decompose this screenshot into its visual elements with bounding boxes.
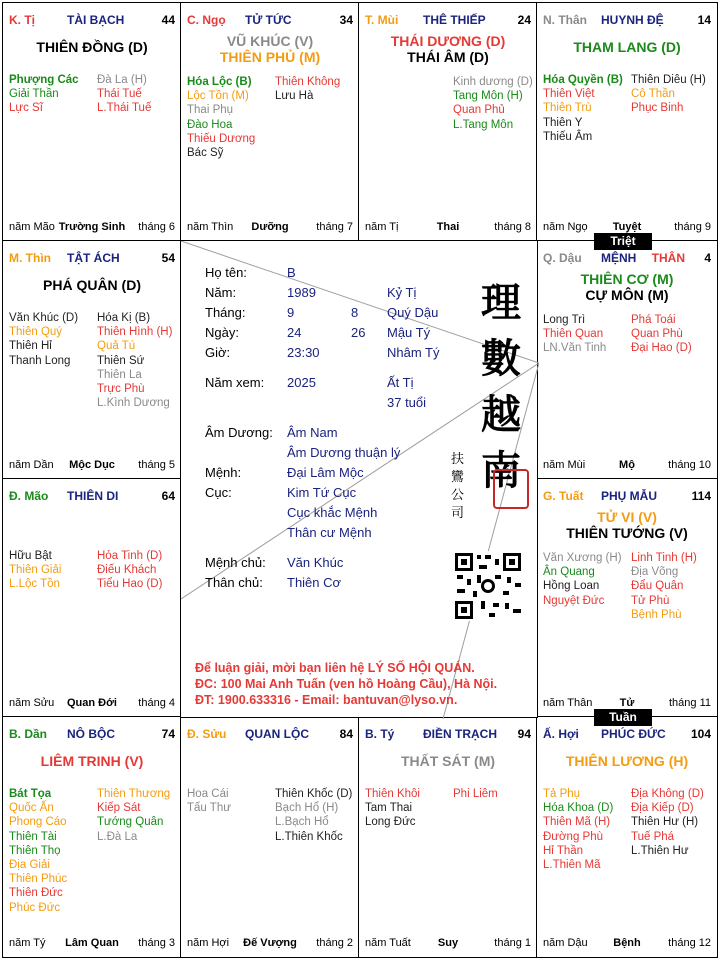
palace-number: 44 [161, 13, 175, 27]
branch-label: G. Tuất [543, 489, 584, 503]
left-stars [9, 549, 61, 592]
calligraphy-char: 越 [481, 391, 521, 438]
right-stars [631, 551, 697, 622]
branch-label: Ấ. Hợi [543, 727, 579, 741]
minor-star: Đào Hoa [187, 118, 233, 131]
main-star: THAM LANG (D) [573, 39, 681, 55]
minor-star: Phượng Các [9, 74, 79, 86]
minor-star: Thiên Hình (H) [97, 326, 173, 339]
calligraphy-char: 理 [481, 279, 521, 326]
left-stars [9, 787, 67, 915]
right-stars [97, 73, 151, 116]
year-label: năm Dậu [543, 937, 588, 949]
right-stars [97, 787, 170, 844]
right-stars [97, 549, 162, 592]
palace-name: THÊ THIẾP [423, 13, 486, 27]
palace-ty [2, 2, 182, 242]
minor-star: Thiên Mã (H) [543, 816, 611, 829]
palace-name: THIÊN DI [67, 489, 119, 503]
calligraphy-char: 數 [481, 335, 521, 382]
minor-star: Điếu Khách [97, 564, 157, 577]
cuc-relation: Cục khắc Mệnh [287, 505, 378, 520]
minor-star: Thai Phụ [187, 104, 234, 117]
minor-star: Nguyệt Đức [543, 594, 605, 607]
than-cu: Thân cư Mệnh [287, 525, 372, 540]
palace-footer [9, 459, 175, 473]
left-stars [187, 75, 255, 160]
ngay-can-chi: Mậu Tý [387, 325, 431, 340]
month-label: tháng 12 [668, 937, 711, 949]
minor-star: Đà La (H) [97, 74, 147, 86]
minor-star: Tướng Quân [97, 816, 164, 829]
year-label: năm Tý [9, 937, 46, 949]
palace-header [9, 727, 175, 743]
minor-star: Quan Phủ [453, 104, 505, 117]
minor-star: Hóa Kị (B) [97, 312, 151, 324]
minor-star: Phong Cáo [9, 816, 67, 829]
minor-star: Thiên Hư (H) [631, 816, 699, 829]
life-stage: Trường Sinh [58, 221, 126, 233]
branch-label: Đ. Mão [9, 489, 49, 503]
left-stars [9, 73, 79, 116]
palace-number: 24 [517, 13, 531, 27]
year-label: năm Ngọ [543, 221, 588, 233]
life-stage: Suy [437, 937, 459, 949]
gio-value: 23:30 [287, 345, 320, 360]
minor-star: Hữu Bật [9, 550, 52, 562]
month-label: tháng 3 [138, 937, 175, 949]
main-star: PHÁ QUÂN (D) [43, 277, 141, 293]
branch-label: M. Thìn [9, 251, 51, 265]
minor-star: Long Đức [365, 816, 416, 829]
minor-star: L.Bạch Hổ [275, 816, 329, 829]
minor-star: Thiên Tài [9, 830, 57, 843]
minor-star: Bạch Hổ (H) [275, 802, 339, 815]
minor-star: Hoa Cái [187, 788, 229, 800]
branch-label: B. Tý [365, 727, 395, 741]
thang-can-chi: Quý Dậu [387, 305, 439, 320]
minor-star: L.Thiên Hư [631, 844, 689, 857]
ngay-label: Ngày: [205, 325, 239, 340]
minor-star: Phúc Đức [9, 901, 61, 914]
amduong-label: Âm Dương: [205, 425, 273, 440]
minor-star: Thiên Khôi [365, 788, 420, 800]
minor-star: Kinh dương (D) [453, 76, 533, 88]
life-stage: Đế Vượng [243, 937, 297, 949]
main-star: TỬ VI (V) [597, 509, 657, 525]
left-stars [365, 787, 420, 830]
palace-footer [9, 697, 175, 711]
minor-star: L.Thiên Khốc [275, 830, 343, 843]
right-stars [631, 313, 692, 356]
palace-name: HUYNH ĐỆ [601, 13, 664, 27]
life-stage: Bệnh [613, 937, 641, 949]
thanchu-label: Thân chủ: [205, 575, 263, 590]
month-label: tháng 9 [674, 221, 711, 233]
year-label: năm Thìn [187, 221, 234, 233]
minor-star: Đường Phù [543, 830, 603, 843]
palace-thin [2, 240, 182, 480]
month-label: tháng 11 [668, 697, 711, 709]
minor-star: Lưu Hà [275, 90, 314, 103]
month-label: tháng 4 [138, 697, 175, 709]
menhchu-label: Mệnh chủ: [205, 555, 266, 570]
right-stars [631, 787, 704, 858]
minor-star: Quả Tú [97, 340, 136, 353]
calligraphy-char: 南 [481, 447, 521, 494]
minor-star: L.Tang Môn [453, 118, 514, 131]
life-stage: Quan Đới [67, 697, 117, 709]
palace-number: 104 [690, 727, 711, 741]
palace-name: QUAN LỘC [245, 727, 309, 741]
life-stage: Tử [619, 697, 635, 709]
minor-star: Thiên Đức [9, 887, 63, 900]
palace-ti [358, 716, 538, 958]
contact-line-3: ĐT: 1900.633316 - Email: bantuvan@lyso.vn. [195, 693, 458, 707]
menhchu-value: Văn Khúc [287, 555, 344, 570]
minor-star: Thiên Thương [97, 788, 171, 800]
namxem-value: 2025 [287, 375, 316, 390]
minor-star: Văn Xương (H) [543, 552, 622, 564]
minor-star: Thiên Phúc [9, 873, 68, 886]
main-star: THIÊN LƯƠNG (H) [565, 753, 689, 769]
palace-header [365, 13, 531, 29]
palace-number: 54 [161, 251, 175, 265]
left-stars [543, 313, 606, 356]
minor-star: Thiếu Dương [187, 132, 256, 145]
minor-star: Tử Phù [631, 594, 670, 607]
year-label: năm Sửu [9, 697, 55, 709]
minor-star: Thiên Không [275, 76, 341, 88]
minor-star: Hóa Khoa (D) [543, 802, 614, 815]
thang-value: 9 [287, 305, 295, 320]
palace-name: PHỤ MẪU [601, 489, 657, 503]
gio-label: Giờ: [205, 345, 231, 360]
palace-dan [2, 716, 182, 958]
palace-number: 4 [704, 251, 711, 265]
branch-label: B. Dần [9, 727, 48, 741]
palace-name: NÔ BỘC [67, 727, 115, 741]
ho-ten-value: B [287, 265, 296, 280]
year-label: năm Dần [9, 459, 54, 471]
minor-star: L.Kình Dương [97, 397, 170, 410]
palace-footer [187, 937, 353, 951]
horoscope-chart [2, 2, 718, 958]
palace-footer [187, 221, 353, 235]
palace-header [9, 489, 175, 505]
ho-ten-label: Họ tên: [205, 265, 247, 280]
palace-footer [365, 221, 531, 235]
minor-star: Long Trì [543, 314, 586, 326]
year-label: năm Thân [543, 697, 593, 709]
branch-label: Q. Dậu [543, 251, 582, 265]
minor-star: Địa Võng [631, 566, 679, 579]
palace-header [543, 489, 711, 505]
main-star: LIÊM TRINH (V) [40, 753, 144, 769]
gio-can-chi: Nhâm Tý [387, 345, 440, 360]
palace-header [9, 251, 175, 267]
menh-value: Đại Lâm Mộc [287, 465, 364, 480]
life-stage: Lâm Quan [65, 937, 119, 949]
minor-star: Hỏa Tinh (D) [97, 550, 163, 562]
branch-label: Đ. Sửu [187, 727, 227, 741]
minor-star: Hóa Quyền (B) [543, 74, 623, 86]
left-stars [543, 551, 622, 608]
palace-header [187, 13, 353, 29]
minor-star: L.Thiên Mã [543, 859, 601, 872]
palace-header [543, 13, 711, 29]
palace-than [536, 2, 718, 242]
minor-star: Tam Thai [365, 802, 413, 815]
palace-name: TẬT ÁCH [67, 251, 120, 265]
year-label: năm Tị [365, 221, 399, 233]
branch-label: T. Mùi [365, 13, 399, 27]
branch-label: N. Thân [543, 13, 587, 27]
minor-star: Tấu Thư [187, 802, 231, 815]
life-stage: Tuyệt [612, 221, 642, 233]
minor-star: Đại Hao (D) [631, 342, 692, 355]
minor-star: Thiên Giải [9, 564, 62, 577]
minor-star: Lực Sĩ [9, 102, 43, 115]
minor-star: L.Đà La [97, 830, 138, 843]
amduong-note: Âm Dương thuận lý [287, 445, 401, 460]
minor-star: Ân Quang [543, 566, 595, 579]
palace-number: 34 [339, 13, 353, 27]
palace-footer [543, 459, 711, 473]
minor-star: Thiên Sứ [97, 354, 145, 367]
cuc-value: Kim Tứ Cục [287, 485, 357, 500]
minor-star: L.Lộc Tồn [9, 578, 60, 591]
minor-star: Lộc Tồn (M) [187, 90, 249, 103]
minor-star: Địa Không (D) [631, 788, 704, 800]
main-star: CỰ MÔN (M) [585, 287, 669, 303]
minor-star: Địa Kiếp (D) [631, 802, 694, 815]
palace-number: 94 [517, 727, 531, 741]
minor-star: Bệnh Phù [631, 608, 682, 621]
palace-number: 114 [691, 489, 711, 503]
palace-footer [543, 937, 711, 951]
nam-label: Năm: [205, 285, 237, 300]
nam-can-chi: Kỷ Tị [387, 285, 417, 300]
minor-star: Quan Phù [631, 328, 683, 341]
minor-star: Hóa Lộc (B) [187, 76, 252, 88]
minor-star: Thiếu Âm [543, 130, 593, 143]
palace-header [187, 727, 353, 743]
left-stars [9, 311, 78, 368]
palace-number: 64 [161, 489, 175, 503]
palace-number: 84 [339, 727, 353, 741]
palace-header [9, 13, 175, 29]
palace-number: 14 [697, 13, 711, 27]
minor-star: Tả Phụ [543, 788, 581, 800]
main-star: THÁI DƯƠNG (D) [390, 33, 506, 49]
main-star: THIÊN TƯỚNG (V) [566, 525, 688, 541]
palace-dau [536, 240, 718, 480]
left-stars [543, 73, 623, 144]
minor-star: Giải Thần [9, 88, 59, 101]
month-label: tháng 6 [138, 221, 175, 233]
palace-name: ĐIỀN TRẠCH [423, 727, 497, 741]
tuan-tag: Tuần [594, 709, 652, 726]
minor-star: Cô Thần [631, 88, 675, 101]
right-stars [97, 311, 172, 410]
year-label: năm Tuất [365, 937, 411, 949]
year-label: năm Mùi [543, 459, 586, 471]
year-label: năm Mão [9, 221, 55, 233]
thanchu-value: Thiên Cơ [287, 575, 342, 590]
palace-mao [2, 478, 182, 718]
menh-label: Mệnh: [205, 465, 242, 480]
year-label: năm Hợi [187, 937, 230, 949]
minor-star: Thiên Việt [543, 88, 595, 101]
right-stars [453, 787, 498, 801]
minor-star: Linh Tinh (H) [631, 552, 697, 564]
month-label: tháng 7 [316, 221, 353, 233]
branch-label: C. Ngọ [187, 13, 226, 27]
month-label: tháng 10 [668, 459, 711, 471]
palace-suu [180, 716, 360, 958]
minor-star: Thiên Khốc (D) [275, 788, 353, 800]
minor-star: Văn Khúc (D) [9, 312, 79, 324]
age: 37 tuổi [387, 395, 427, 410]
palace-name: MỆNH [601, 251, 637, 265]
palace-hoi [536, 716, 718, 958]
thang-lunar: 8 [351, 305, 359, 320]
palace-header [365, 727, 531, 743]
thang-label: Tháng: [205, 305, 246, 320]
month-label: tháng 5 [138, 459, 175, 471]
minor-star: Kiếp Sát [97, 802, 141, 815]
minor-star: Đẩu Quân [631, 580, 684, 593]
main-star: THIÊN CƠ (M) [580, 271, 674, 287]
minor-star: Địa Giải [9, 859, 50, 872]
minor-star: Phá Toái [631, 314, 676, 326]
main-star: THÁI ÂM (D) [407, 49, 489, 65]
palace-name: PHÚC ĐỨC [601, 727, 666, 741]
life-stage: Mộc Dục [69, 459, 115, 471]
palace-name: TỬ TỨC [245, 13, 292, 27]
minor-star: Thiên La [97, 368, 142, 381]
center-info-panel [180, 240, 538, 718]
calligraphy-logo [471, 271, 531, 495]
life-stage: Thai [436, 221, 460, 233]
minor-star: Bát Tọa [9, 788, 52, 800]
than-marker: THÂN [651, 251, 685, 265]
life-stage: Mộ [619, 459, 635, 471]
right-stars [275, 75, 340, 103]
namxem-can-chi: Ất Tị [387, 375, 414, 390]
minor-star: Quốc Ấn [9, 802, 54, 815]
minor-star: Phi Liêm [453, 788, 498, 800]
minor-star: Thiên Thọ [9, 844, 61, 857]
main-star: THIÊN PHỦ (M) [219, 49, 321, 65]
minor-star: Bác Sỹ [187, 147, 224, 160]
palace-footer [9, 937, 175, 951]
minor-star: Tuế Phá [631, 830, 675, 843]
minor-star: LN.Văn Tinh [543, 342, 607, 355]
palace-header [543, 727, 711, 743]
minor-star: L.Thái Tuế [97, 102, 152, 115]
minor-star: Hồng Loan [543, 580, 600, 593]
left-stars [543, 787, 613, 872]
red-seal [493, 469, 529, 509]
palace-name: TÀI BẠCH [67, 13, 125, 27]
minor-star: Tang Môn (H) [453, 90, 523, 103]
minor-star: Tiểu Hao (D) [97, 578, 163, 591]
minor-star: Thiên Trù [543, 102, 592, 115]
main-star: VŨ KHÚC (V) [226, 33, 314, 49]
palace-footer [9, 221, 175, 235]
right-stars [275, 787, 352, 844]
amduong-value: Âm Nam [287, 425, 338, 440]
month-label: tháng 2 [316, 937, 353, 949]
ngay-value: 24 [287, 325, 302, 340]
branch-label: K. Tị [9, 13, 35, 27]
minor-star: Hỉ Thần [543, 844, 584, 857]
minor-star: Thanh Long [9, 354, 71, 367]
minor-star: Thiên Y [543, 116, 583, 129]
namxem-label: Năm xem: [205, 375, 265, 390]
palace-header [543, 251, 711, 267]
minor-star: Phục Binh [631, 102, 684, 115]
right-stars [453, 75, 533, 132]
life-stage: Dưỡng [251, 221, 289, 233]
ngay-lunar: 26 [351, 325, 366, 340]
minor-star: Thiên Diêu (H) [631, 74, 706, 86]
seal-small-text: 扶鸞公司 [451, 452, 465, 521]
nam-value: 1989 [287, 285, 316, 300]
contact-line-1: Để luận giải, mời bạn liên hệ LÝ SỐ HỘI QUÁN. [195, 661, 475, 675]
qr-code[interactable] [453, 551, 523, 621]
left-stars [187, 787, 231, 815]
month-label: tháng 8 [494, 221, 531, 233]
month-label: tháng 1 [494, 937, 531, 949]
main-star: THIÊN ĐỒNG (D) [36, 39, 148, 55]
right-stars [631, 73, 706, 116]
cuc-label: Cục: [205, 485, 232, 500]
palace-mui [358, 2, 538, 242]
palace-number: 74 [161, 727, 175, 741]
minor-star: Thiên Hỉ [9, 340, 52, 353]
palace-footer [365, 937, 531, 951]
minor-star: Thiên Quý [9, 326, 63, 339]
palace-tuat [536, 478, 718, 718]
minor-star: Trực Phù [97, 383, 145, 396]
main-star: THẤT SÁT (M) [400, 753, 496, 769]
triet-tag: Triệt [594, 233, 652, 250]
palace-ngo [180, 2, 360, 242]
minor-star: Thiên Quan [543, 328, 604, 341]
minor-star: Thái Tuế [97, 88, 142, 101]
contact-line-2: ĐC: 100 Mai Anh Tuấn (ven hồ Hoàng Cầu), Hà Nội. [195, 677, 498, 691]
